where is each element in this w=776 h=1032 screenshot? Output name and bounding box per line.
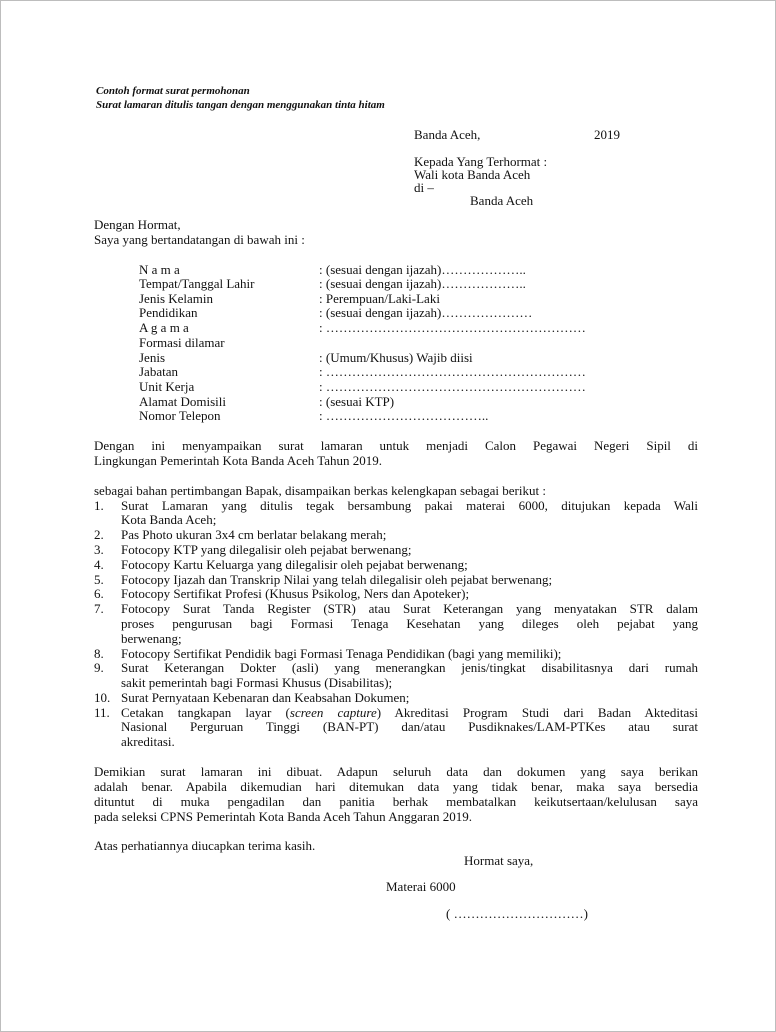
list-number: 6. xyxy=(94,586,104,601)
thanks: Atas perhatiannya diucapkan terima kasih. xyxy=(94,838,316,853)
field-label: Alamat Domisili xyxy=(139,394,227,409)
stamp-duty: Materai 6000 xyxy=(386,879,456,894)
field-value: : …………………………………………………… xyxy=(319,320,586,335)
field-label: Nomor Telepon xyxy=(139,408,221,423)
field-value: : (sesuai KTP) xyxy=(319,394,395,409)
field-value: : …………………………………………………… xyxy=(319,364,586,379)
list-item: Surat Pernyataan Kebenaran dan Keabsahan Dokumen; xyxy=(121,690,410,705)
list-number: 2. xyxy=(94,527,104,542)
list-number: 7. xyxy=(94,601,104,616)
list-item: Surat Keterangan Dokter (asli) yang menerangkan jenis/tingkat disabilitasnya dari rumah xyxy=(121,660,698,675)
list-number: 3. xyxy=(94,542,104,557)
italic-term: screen capture xyxy=(289,705,377,720)
field-value: : (Umum/Khusus) Wajib diisi xyxy=(319,350,473,365)
closing-line: adalah benar. Apabila dikemudian hari ditemukan data yang tidak benar, maka saya bersedia xyxy=(94,779,698,794)
greeting: Dengan Hormat, xyxy=(94,217,181,232)
field-label: A g a m a xyxy=(139,320,189,335)
format-note: Contoh format surat permohonan xyxy=(96,85,250,97)
field-value: : Perempuan/Laki-Laki xyxy=(319,291,440,306)
list-item: Pas Photo ukuran 3x4 cm berlatar belakang merah; xyxy=(121,527,387,542)
list-number: 9. xyxy=(94,660,104,675)
field-label: N a m a xyxy=(139,262,180,277)
list-number: 4. xyxy=(94,557,104,572)
list-item: proses pengurusan bagi Formasi Tenaga Kesehatan yang dileges oleh pejabat yang xyxy=(121,616,698,631)
signature-line: ( …………………………) xyxy=(446,906,588,921)
field-value: : (sesuai dengan ijazah)……………….. xyxy=(319,262,526,277)
list-number: 10. xyxy=(94,690,111,705)
statement-line: Dengan ini menyampaikan surat lamaran untuk menjadi Calon Pegawai Negeri Sipil di xyxy=(94,438,698,453)
field-value: : (sesuai dengan ijazah)………………… xyxy=(319,305,533,320)
statement-line: Lingkungan Pemerintah Kota Banda Aceh Tahun 2019. xyxy=(94,453,383,468)
place: Banda Aceh, xyxy=(414,127,481,142)
list-item-text: Cetakan tangkapan layar ( xyxy=(121,705,290,720)
list-number: 8. xyxy=(94,646,104,661)
list-item: Fotocopy Surat Tanda Register (STR) atau Surat Keterangan yang menyatakan STR dalam xyxy=(121,601,698,616)
field-label: Jenis Kelamin xyxy=(139,291,214,306)
list-item: Fotocopy Ijazah dan Transkrip Nilai yang telah dilegalisir oleh pejabat berwenang; xyxy=(121,572,553,587)
closing-line: dituntut di muka pengadilan dan panitia berhak membatalkan keikutsertaan/kelulusan saya xyxy=(94,794,698,809)
field-value: : (sesuai dengan ijazah)……………….. xyxy=(319,276,526,291)
intro: Saya yang bertandatangan di bawah ini : xyxy=(94,232,305,247)
list-item: akreditasi. xyxy=(121,734,175,749)
field-value: : ……………………………….. xyxy=(319,408,489,423)
recipient-name: Wali kota Banda Aceh xyxy=(414,167,531,182)
list-number: 1. xyxy=(94,498,104,513)
list-item: Nasional Perguruan Tinggi (BAN-PT) dan/atau Pusdiknakes/LAM-PTKes atau surat xyxy=(121,719,698,734)
list-item: Fotocopy Sertifikat Profesi (Khusus Psikolog, Ners dan Apoteker); xyxy=(121,586,470,601)
field-label: Pendidikan xyxy=(139,305,198,320)
list-number: 5. xyxy=(94,572,104,587)
field-label: Formasi dilamar xyxy=(139,335,225,350)
recipient-di: di – xyxy=(414,180,434,195)
attachments-intro: sebagai bahan pertimbangan Bapak, disampaikan berkas kelengkapan sebagai berikut : xyxy=(94,483,546,498)
list-item: Fotocopy Kartu Keluarga yang dilegalisir oleh pejabat berwenang; xyxy=(121,557,468,572)
handwriting-note: Surat lamaran ditulis tangan dengan menggunakan tinta hitam xyxy=(96,99,385,111)
list-item: Kota Banda Aceh; xyxy=(121,512,217,527)
regards: Hormat saya, xyxy=(464,853,534,868)
recipient-title: Kepada Yang Terhormat : xyxy=(414,154,548,169)
closing-line: pada seleksi CPNS Pemerintah Kota Banda Aceh Tahun Anggaran 2019. xyxy=(94,809,472,824)
list-item: Fotocopy KTP yang dilegalisir oleh pejabat berwenang; xyxy=(121,542,412,557)
list-number: 11. xyxy=(94,705,110,720)
list-item-text: ) Akreditasi Program Studi dari Badan Akteditasi xyxy=(376,705,698,720)
list-item: Fotocopy Sertifikat Pendidik bagi Formasi Tenaga Pendidikan (bagi yang memiliki); xyxy=(121,646,562,661)
closing-line: Demikian surat lamaran ini dibuat. Adapun seluruh data dan dokumen yang saya berikan xyxy=(94,764,698,779)
field-label: Jenis xyxy=(139,350,165,365)
list-item: berwenang; xyxy=(121,631,182,646)
year: 2019 xyxy=(594,127,620,142)
field-value: : …………………………………………………… xyxy=(319,379,586,394)
field-label: Tempat/Tanggal Lahir xyxy=(139,276,255,291)
field-label: Unit Kerja xyxy=(139,379,195,394)
recipient-city: Banda Aceh xyxy=(470,193,534,208)
list-item: Surat Lamaran yang ditulis tegak bersambung pakai materai 6000, ditujukan kepada Wali xyxy=(121,498,698,513)
list-item: sakit pemerintah bagi Formasi Khusus (Disabilitas); xyxy=(121,675,393,690)
field-label: Jabatan xyxy=(139,364,178,379)
